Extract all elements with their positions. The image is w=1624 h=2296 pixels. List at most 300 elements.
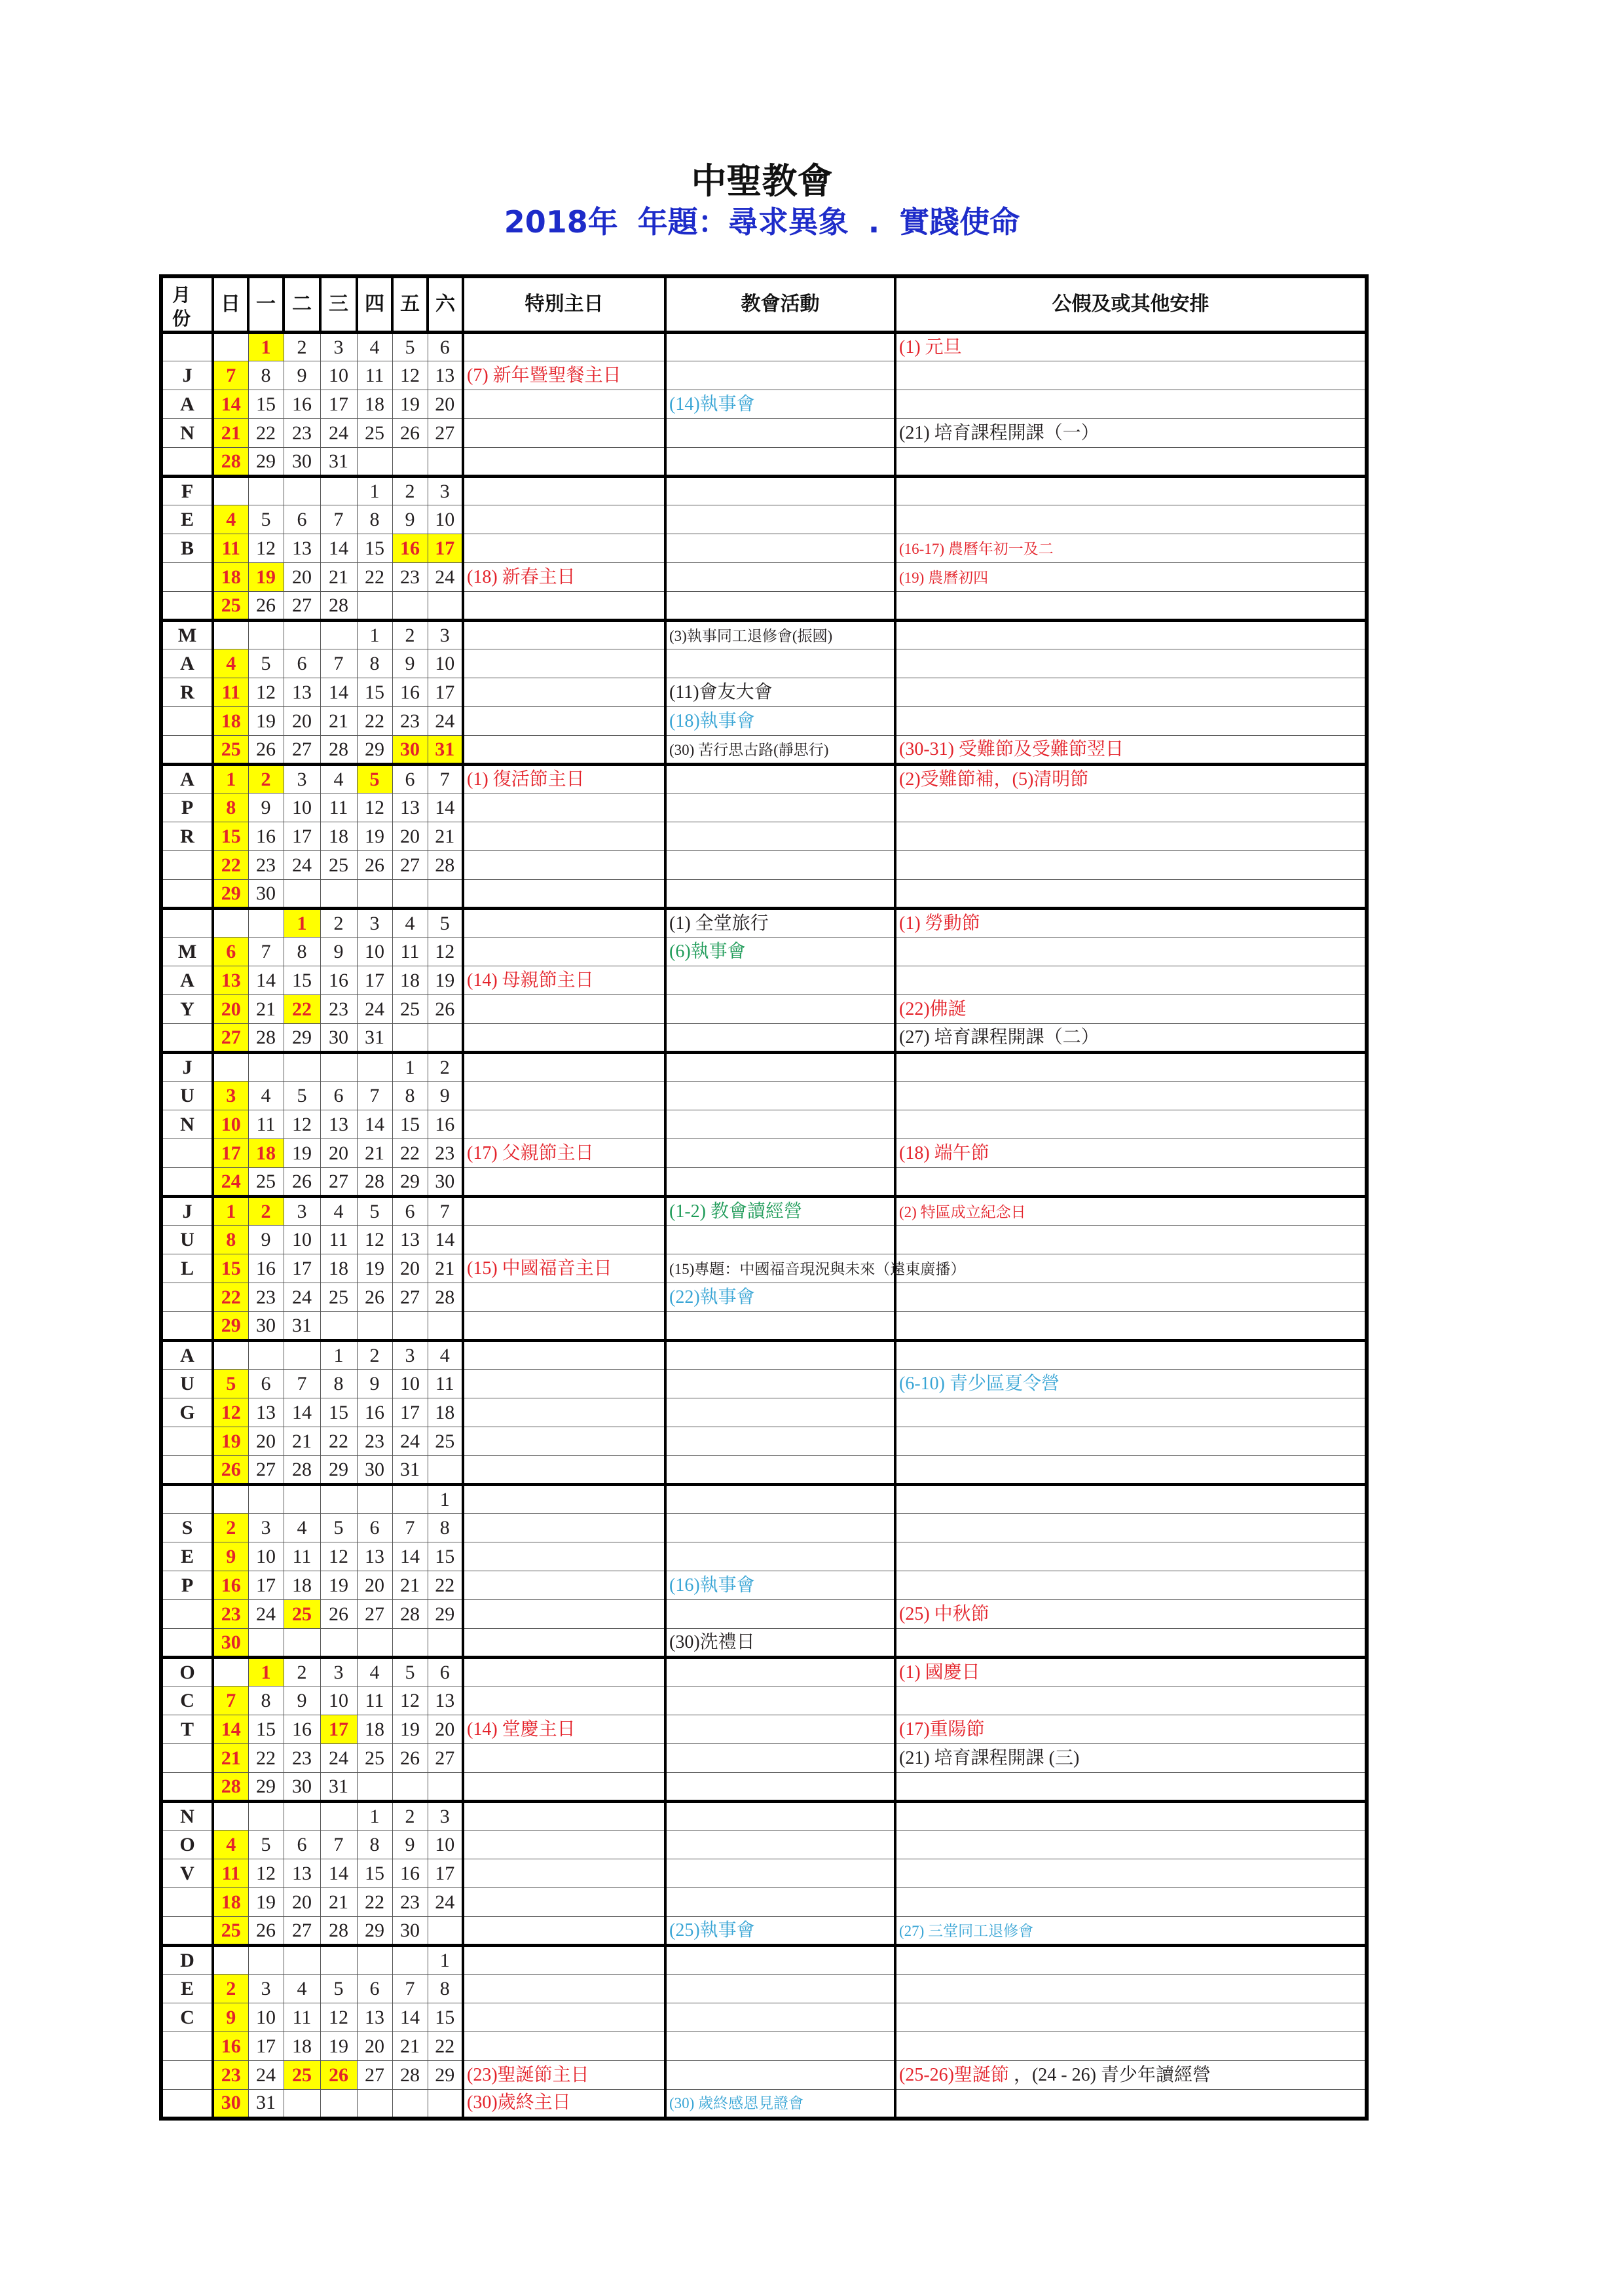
special-sunday-text: (23)聖誕節主日 (467, 2064, 589, 2085)
holiday-arrangement-cell (895, 1744, 1367, 1773)
holiday-arrangement-cell (895, 1168, 1367, 1197)
church-activity-cell (665, 2061, 895, 2090)
day-cell-fri: 7 (392, 1975, 428, 2003)
month-letter-empty (161, 2061, 213, 2090)
week-row (161, 621, 1367, 649)
week-row (161, 361, 1367, 390)
holiday-arrangement-cell (895, 736, 1367, 765)
column-header-church-activity: 教會活動 (665, 276, 895, 333)
week-row (161, 1254, 1367, 1283)
holiday-arrangement-cell (895, 1485, 1367, 1514)
day-cell-mon: 23 (248, 1283, 284, 1312)
special-sunday-cell (463, 1485, 665, 1514)
week-row (161, 1514, 1367, 1542)
special-sunday-cell (463, 880, 665, 909)
day-cell-wed: 5 (320, 1514, 357, 1542)
public-holiday-day-cell: 16 (392, 534, 428, 563)
week-row (161, 909, 1367, 938)
special-sunday-cell (463, 1283, 665, 1312)
special-sunday-cell (463, 765, 665, 793)
day-cell-tue: 27 (284, 1917, 320, 1946)
month-letter-empty (161, 851, 213, 880)
church-activity-cell (665, 1197, 895, 1226)
week-row (161, 1485, 1367, 1514)
special-sunday-cell (463, 1542, 665, 1571)
church-activity-cell (665, 880, 895, 909)
church-activity-cell (665, 678, 895, 707)
day-cell-sat: 22 (428, 2032, 463, 2061)
empty-day-cell (392, 1773, 428, 1802)
day-cell-mon: 4 (248, 1082, 284, 1110)
day-cell-thu: 15 (357, 678, 392, 707)
holiday-arrangement-cell (895, 1773, 1367, 1802)
holiday-arrangement-cell (895, 1629, 1367, 1658)
week-row (161, 649, 1367, 678)
empty-day-cell (248, 909, 284, 938)
month-letter-empty (161, 1427, 213, 1456)
day-cell-fri: 20 (392, 1254, 428, 1283)
public-holiday-day-cell: 22 (284, 995, 320, 1024)
week-row (161, 1658, 1367, 1686)
day-cell-sat: 10 (428, 505, 463, 534)
special-sunday-text: (14) 母親節主日 (467, 970, 594, 991)
day-cell-thu: 1 (357, 1802, 392, 1831)
day-cell-fri: 9 (392, 505, 428, 534)
day-cell-tue: 20 (284, 1888, 320, 1917)
day-cell-wed: 26 (320, 1600, 357, 1629)
sunday-cell: 25 (213, 736, 248, 765)
holiday-arrangement-text: (19) 農曆初四 (899, 569, 989, 586)
day-cell-wed: 14 (320, 534, 357, 563)
day-cell-sat: 29 (428, 2061, 463, 2090)
public-holiday-day-cell: 17 (428, 534, 463, 563)
day-cell-wed: 12 (320, 2003, 357, 2032)
holiday-arrangement-cell (895, 995, 1367, 1024)
empty-day-cell (357, 1773, 392, 1802)
day-cell-wed: 4 (320, 1197, 357, 1226)
day-cell-tue: 2 (284, 333, 320, 361)
day-cell-tue: 21 (284, 1427, 320, 1456)
day-cell-wed: 11 (320, 1226, 357, 1254)
day-cell-sat: 11 (428, 1370, 463, 1398)
empty-day-cell (248, 1053, 284, 1082)
day-cell-thu: 27 (357, 2061, 392, 2090)
month-letter-empty (161, 2090, 213, 2119)
holiday-arrangement-cell (895, 1370, 1367, 1398)
day-cell-sat: 29 (428, 1600, 463, 1629)
month-letter-empty (161, 1312, 213, 1341)
day-cell-fri: 27 (392, 1283, 428, 1312)
church-activity-cell (665, 765, 895, 793)
day-cell-sat: 18 (428, 1398, 463, 1427)
sunday-cell: 1 (213, 765, 248, 793)
empty-day-cell (248, 1341, 284, 1370)
church-activity-cell (665, 1485, 895, 1514)
day-cell-mon: 30 (248, 1312, 284, 1341)
holiday-arrangement-cell (895, 1514, 1367, 1542)
day-cell-mon: 24 (248, 1600, 284, 1629)
church-activity-cell (665, 1831, 895, 1859)
empty-day-cell (248, 477, 284, 505)
special-sunday-cell (463, 1226, 665, 1254)
day-cell-wed: 20 (320, 1139, 357, 1168)
church-activity-cell (665, 1629, 895, 1658)
empty-day-cell (213, 1485, 248, 1514)
empty-day-cell (213, 1946, 248, 1975)
day-cell-thu: 14 (357, 1110, 392, 1139)
day-cell-thu: 4 (357, 333, 392, 361)
day-cell-mon: 22 (248, 419, 284, 448)
day-cell-mon: 26 (248, 736, 284, 765)
special-sunday-text: (30)歲終主日 (467, 2092, 571, 2113)
day-cell-tue: 24 (284, 851, 320, 880)
day-cell-wed: 28 (320, 736, 357, 765)
day-cell-thu: 2 (357, 1341, 392, 1370)
month-letter-empty (161, 707, 213, 736)
month-letter: O (161, 1831, 213, 1859)
day-cell-sat: 3 (428, 1802, 463, 1831)
empty-day-cell (392, 1946, 428, 1975)
day-cell-sat: 17 (428, 1859, 463, 1888)
empty-day-cell (392, 1024, 428, 1053)
day-cell-sat: 21 (428, 822, 463, 851)
holiday-arrangement-text: (2)受難節補，(5)清明節 (899, 769, 1089, 790)
day-cell-sat: 24 (428, 707, 463, 736)
special-sunday-text: (7) 新年暨聖餐主日 (467, 365, 621, 386)
day-cell-mon: 13 (248, 1398, 284, 1427)
day-cell-fri: 14 (392, 2003, 428, 2032)
week-row (161, 1139, 1367, 1168)
day-cell-thu: 22 (357, 1888, 392, 1917)
week-row (161, 707, 1367, 736)
day-cell-wed: 10 (320, 1686, 357, 1715)
day-cell-thu: 1 (357, 621, 392, 649)
month-letter: A (161, 649, 213, 678)
month-letter: N (161, 419, 213, 448)
sunday-cell: 2 (213, 1514, 248, 1542)
day-cell-fri: 8 (392, 1082, 428, 1110)
holiday-arrangement-cell (895, 2061, 1367, 2090)
special-sunday-cell (463, 909, 665, 938)
sunday-cell: 2 (213, 1975, 248, 2003)
holiday-arrangement-text: (25-26)聖誕節 (899, 2064, 1009, 2085)
day-cell-mon: 3 (248, 1514, 284, 1542)
special-sunday-cell (463, 1312, 665, 1341)
day-cell-thu: 29 (357, 736, 392, 765)
church-activity-cell (665, 909, 895, 938)
special-sunday-cell (463, 621, 665, 649)
day-cell-sat: 12 (428, 938, 463, 966)
day-cell-fri: 30 (392, 1917, 428, 1946)
day-cell-fri: 14 (392, 1542, 428, 1571)
day-cell-fri: 27 (392, 851, 428, 880)
day-cell-wed: 21 (320, 707, 357, 736)
church-activity-cell (665, 1542, 895, 1571)
week-row (161, 2061, 1367, 2090)
day-cell-thu: 11 (357, 361, 392, 390)
special-sunday-cell (463, 1082, 665, 1110)
church-activity-cell (665, 1427, 895, 1456)
sunday-cell: 16 (213, 1571, 248, 1600)
month-letter: E (161, 1542, 213, 1571)
day-cell-mon: 10 (248, 2003, 284, 2032)
day-cell-mon: 16 (248, 1254, 284, 1283)
day-cell-fri: 3 (392, 1341, 428, 1370)
day-cell-wed: 18 (320, 1254, 357, 1283)
sunday-cell: 4 (213, 649, 248, 678)
month-letter-empty (161, 448, 213, 477)
empty-day-cell (248, 621, 284, 649)
day-cell-wed: 13 (320, 1110, 357, 1139)
sunday-cell: 18 (213, 707, 248, 736)
month-letter-empty (161, 1600, 213, 1629)
month-letter: B (161, 534, 213, 563)
special-sunday-cell (463, 1946, 665, 1975)
day-cell-wed: 14 (320, 1859, 357, 1888)
empty-day-cell (392, 592, 428, 621)
special-sunday-cell (463, 1168, 665, 1197)
day-cell-thu: 30 (357, 1456, 392, 1485)
day-cell-thu: 23 (357, 1427, 392, 1456)
day-cell-sat: 15 (428, 1542, 463, 1571)
week-row (161, 448, 1367, 477)
month-letter: P (161, 793, 213, 822)
day-cell-thu: 11 (357, 1686, 392, 1715)
day-cell-mon: 19 (248, 1888, 284, 1917)
day-cell-mon: 5 (248, 1831, 284, 1859)
church-activity-cell (665, 822, 895, 851)
church-activity-cell (665, 2090, 895, 2119)
month-letter: A (161, 390, 213, 419)
day-cell-sat: 10 (428, 1831, 463, 1859)
day-cell-tue: 23 (284, 419, 320, 448)
day-cell-thu: 24 (357, 995, 392, 1024)
day-cell-sat: 7 (428, 1197, 463, 1226)
month-letter: U (161, 1370, 213, 1398)
church-name: 中聖教會 (691, 160, 833, 202)
day-cell-thu: 4 (357, 1658, 392, 1686)
special-sunday-cell (463, 361, 665, 390)
holiday-arrangement-cell (895, 649, 1367, 678)
day-cell-wed: 24 (320, 1744, 357, 1773)
church-activity-cell (665, 1888, 895, 1917)
week-row (161, 1197, 1367, 1226)
sunday-cell: 3 (213, 1082, 248, 1110)
day-cell-sat: 20 (428, 1715, 463, 1744)
week-row (161, 1370, 1367, 1398)
day-cell-mon: 20 (248, 1427, 284, 1456)
day-cell-fri: 26 (392, 1744, 428, 1773)
month-letter: E (161, 1975, 213, 2003)
empty-day-cell (320, 1946, 357, 1975)
day-cell-tue: 4 (284, 1975, 320, 2003)
special-sunday-cell (463, 477, 665, 505)
empty-day-cell (284, 2090, 320, 2119)
day-cell-wed: 9 (320, 938, 357, 966)
holiday-arrangement-cell (895, 390, 1367, 419)
day-cell-thu: 6 (357, 1514, 392, 1542)
day-cell-mon: 30 (248, 880, 284, 909)
empty-day-cell (392, 2090, 428, 2119)
day-cell-thu: 26 (357, 851, 392, 880)
holiday-arrangement-cell (895, 822, 1367, 851)
column-header-wednesday: 三 (320, 276, 357, 333)
holiday-arrangement-cell (895, 1283, 1367, 1312)
day-cell-sat: 14 (428, 793, 463, 822)
holiday-arrangement-cell (895, 333, 1367, 361)
church-activity-cell (665, 1715, 895, 1744)
holiday-arrangement-cell (895, 1715, 1367, 1744)
special-sunday-cell (463, 563, 665, 592)
day-cell-tue: 16 (284, 390, 320, 419)
week-row (161, 1744, 1367, 1773)
week-row (161, 1629, 1367, 1658)
column-header-tuesday: 二 (284, 276, 320, 333)
day-cell-sat: 10 (428, 649, 463, 678)
empty-day-cell (357, 448, 392, 477)
holiday-arrangement-cell (895, 1312, 1367, 1341)
sunday-cell: 15 (213, 822, 248, 851)
day-cell-wed: 29 (320, 1456, 357, 1485)
day-cell-wed: 5 (320, 1975, 357, 2003)
day-cell-wed: 23 (320, 995, 357, 1024)
day-cell-tue: 8 (284, 938, 320, 966)
sunday-cell: 28 (213, 448, 248, 477)
month-letter: M (161, 938, 213, 966)
day-cell-tue: 23 (284, 1744, 320, 1773)
church-activity-text: (16)執事會 (669, 1575, 755, 1595)
church-activity-text: (18)執事會 (669, 710, 755, 731)
week-row (161, 995, 1367, 1024)
special-sunday-cell (463, 1254, 665, 1283)
special-sunday-cell (463, 736, 665, 765)
column-header-monday: 一 (248, 276, 284, 333)
empty-day-cell (357, 592, 392, 621)
day-cell-fri: 21 (392, 1571, 428, 1600)
day-cell-mon: 29 (248, 448, 284, 477)
special-sunday-cell (463, 1514, 665, 1542)
month-letter: V (161, 1859, 213, 1888)
church-activity-cell (665, 477, 895, 505)
church-activity-text: (30) 歲終感恩見證會 (669, 2095, 804, 2112)
sunday-cell: 25 (213, 1917, 248, 1946)
church-activity-cell (665, 621, 895, 649)
day-cell-fri: 31 (392, 1456, 428, 1485)
holiday-arrangement-cell (895, 1254, 1367, 1283)
church-activity-cell (665, 2032, 895, 2061)
sunday-cell: 24 (213, 1168, 248, 1197)
empty-day-cell (392, 880, 428, 909)
week-row (161, 822, 1367, 851)
day-cell-thu: 22 (357, 563, 392, 592)
holiday-arrangement-cell (895, 678, 1367, 707)
day-cell-tue: 13 (284, 678, 320, 707)
special-sunday-cell (463, 2061, 665, 2090)
empty-day-cell (392, 1312, 428, 1341)
church-activity-cell (665, 1053, 895, 1082)
sunday-cell: 7 (213, 361, 248, 390)
special-sunday-text: (1) 復活節主日 (467, 769, 585, 790)
holiday-arrangement-cell (895, 1053, 1367, 1082)
month-letter: O (161, 1658, 213, 1686)
public-holiday-day-cell: 26 (320, 2061, 357, 2090)
public-holiday-day-cell: 30 (392, 736, 428, 765)
day-cell-tue: 9 (284, 1686, 320, 1715)
day-cell-fri: 5 (392, 333, 428, 361)
empty-day-cell (320, 2090, 357, 2119)
special-sunday-cell (463, 1888, 665, 1917)
day-cell-mon: 9 (248, 793, 284, 822)
day-cell-tue: 20 (284, 707, 320, 736)
day-cell-mon: 23 (248, 851, 284, 880)
day-cell-mon: 10 (248, 1542, 284, 1571)
special-sunday-cell (463, 995, 665, 1024)
month-letter: F (161, 477, 213, 505)
holiday-arrangement-text: (21) 培育課程開課 (三) (899, 1747, 1080, 1768)
holiday-arrangement-cell (895, 1917, 1367, 1946)
day-cell-wed: 30 (320, 1024, 357, 1053)
month-letter: C (161, 1686, 213, 1715)
day-cell-fri: 13 (392, 793, 428, 822)
holiday-arrangement-cell (895, 361, 1367, 390)
week-row (161, 477, 1367, 505)
day-cell-mon: 21 (248, 995, 284, 1024)
day-cell-sat: 24 (428, 563, 463, 592)
month-letter-empty (161, 1139, 213, 1168)
empty-day-cell (320, 880, 357, 909)
column-header-friday: 五 (392, 276, 428, 333)
holiday-arrangement-cell (895, 505, 1367, 534)
month-letter: A (161, 966, 213, 995)
empty-day-cell (392, 1485, 428, 1514)
day-cell-tue: 27 (284, 592, 320, 621)
day-cell-mon: 11 (248, 1110, 284, 1139)
day-cell-tue: 6 (284, 505, 320, 534)
day-cell-fri: 12 (392, 361, 428, 390)
day-cell-wed: 28 (320, 592, 357, 621)
church-activity-cell (665, 2003, 895, 2032)
month-letter: N (161, 1110, 213, 1139)
special-sunday-cell (463, 1975, 665, 2003)
holiday-arrangement-cell (895, 1542, 1367, 1571)
empty-day-cell (248, 1946, 284, 1975)
special-sunday-cell (463, 1398, 665, 1427)
empty-day-cell (320, 621, 357, 649)
church-activity-cell (665, 1370, 895, 1398)
day-cell-wed: 21 (320, 563, 357, 592)
holiday-arrangement-cell (895, 419, 1367, 448)
holiday-arrangement-cell (895, 1802, 1367, 1831)
church-activity-cell (665, 995, 895, 1024)
week-row (161, 419, 1367, 448)
week-row (161, 1427, 1367, 1456)
month-letter: Y (161, 995, 213, 1024)
empty-day-cell (213, 1053, 248, 1082)
day-cell-tue: 18 (284, 2032, 320, 2061)
day-cell-thu: 15 (357, 534, 392, 563)
day-cell-thu: 5 (357, 1197, 392, 1226)
day-cell-sat: 19 (428, 966, 463, 995)
week-row (161, 1456, 1367, 1485)
day-cell-wed: 31 (320, 448, 357, 477)
church-activity-cell (665, 851, 895, 880)
holiday-arrangement-cell (895, 2003, 1367, 2032)
column-header-special-sunday: 特別主日 (463, 276, 665, 333)
day-cell-fri: 19 (392, 390, 428, 419)
day-cell-tue: 11 (284, 1542, 320, 1571)
empty-day-cell (428, 880, 463, 909)
day-cell-wed: 24 (320, 419, 357, 448)
